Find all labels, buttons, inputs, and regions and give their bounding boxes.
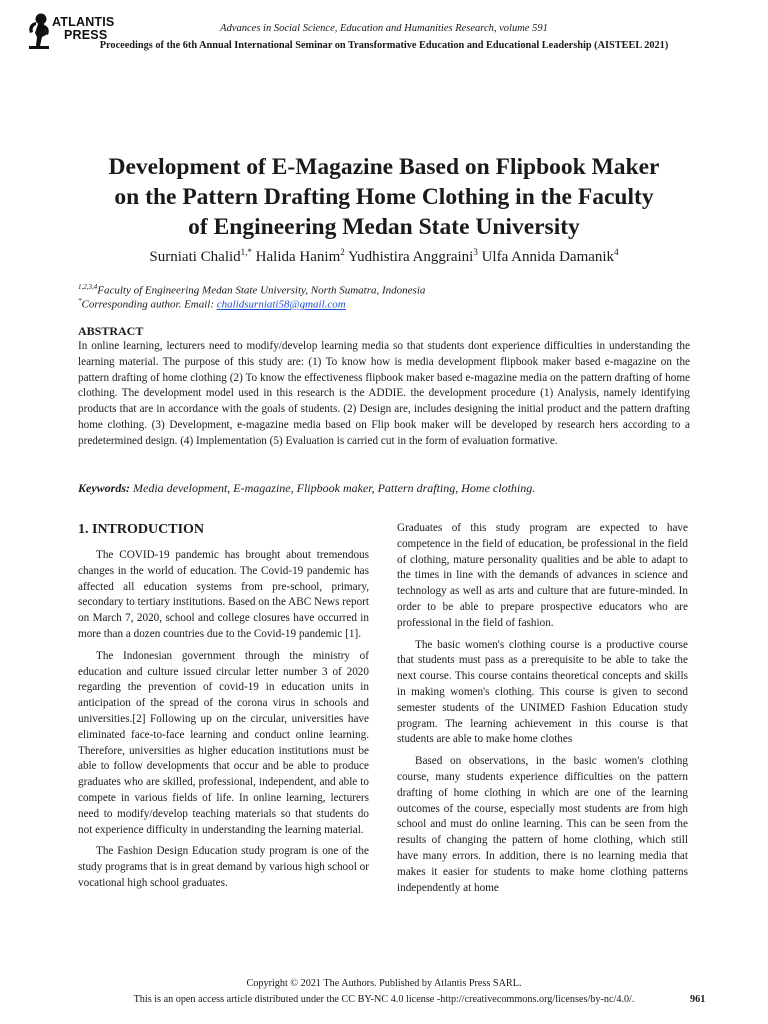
affiliation-mark: 1,2,3,4 [78, 283, 98, 291]
email-link[interactable]: chalidsurniati58@gmail.com [216, 298, 346, 311]
body-paragraph: The basic women's clothing course is a productive course that students must pass as a prerequisite to be able to take the next course. This course contains theoretical concepts and skills in making women's clothing. This course is given to second semester students of the UNIMED Fashion Education study program. The learning achievement in this course is that students are able to make home clothes [397, 638, 688, 746]
abstract-text: In online learning, lecturers need to modify/develop learning media so that students dont experience difficulties in understanding the learning material. The purpose of this study are: (1) To know how is media development flipbook maker based e-magazine on the pattern drafting of home clothing (2) To know the effectiveness flipbook maker based e-magazine media on the pattern drafting of home clothing. The development model used in this research is the ADDIE. the development procedure (1) Analysis, namely identifying products that are in accordance with the goals of students. (2) Design are, includes designing the initial product and the pattern drafting home clothing. (3) Development, e-magazine media based on Flip book maker will be developed by research hers according to a predetermined design. (4) Implementation (5) Evaluation is carried cut in the form of evaluation formative. [78, 340, 690, 447]
proceedings-title: Proceedings of the 6th Annual International Seminar on Transformative Education and Educational Leadership (AISTEEL 2021) [99, 40, 669, 51]
author-name: Halida Hanim [255, 249, 341, 265]
author-affiliation-mark: 2 [340, 247, 345, 257]
right-column [397, 521, 688, 902]
author-list [0, 242, 768, 267]
keywords [78, 481, 698, 495]
page-number: 961 [690, 994, 706, 1005]
running-head: Advances in Social Science, Education and Humanities Research, volume 591 [220, 23, 548, 34]
author-name: Surniati Chalid [149, 249, 241, 265]
title-line: Development of E-Magazine Based on Flipbook Maker [108, 154, 660, 180]
keywords-label: Keywords: [78, 481, 130, 495]
abstract-heading: ABSTRACT [78, 324, 144, 338]
body-paragraph: The Fashion Design Education study program is one of the study programs that is in great demand by various high school or vocational high school graduates. [78, 845, 369, 889]
keywords-text: Media development, E-magazine, Flipbook maker, Pattern drafting, Home clothing. [133, 481, 536, 495]
affiliation-text: Faculty of Engineering Medan State University, North Sumatra, Indonesia [97, 284, 426, 297]
author-affiliation-mark: 4 [614, 247, 619, 257]
left-column [78, 548, 369, 898]
corresponding-label: Corresponding author. Email: [81, 298, 215, 311]
body-paragraph: The COVID-19 pandemic has brought about tremendous changes in the world of education. The Covid-19 pandemic has affected all education systems from pre-school, primary, secondary to tertiary institutions. Based on the ABC News report on March 7, 2020, school and college closures have occurred in more than a dozen countries due to the Covid-19 pandemic [1]. [78, 549, 369, 640]
title-line: on the Pattern Drafting Home Clothing in the Faculty [114, 184, 654, 210]
author-name: Ulfa Annida Damanik [481, 249, 615, 265]
body-paragraph: Graduates of this study program are expected to have competence in the field of education, be professional in the field of clothing, mature personality qualities and be able to adapt to the times in line with the demands of advances in science and technology as well as arts and culture that are future-minded. In order to be able to prepare prospective educators who are professional in the field of fashion. [397, 522, 688, 629]
body-paragraph: Based on observations, in the basic women's clothing course, many students experience difficulties on the pattern drafting of home clothing in which are one of the learning outcomes of the course, especially most students are from high school and must do online learning. This can be seen from the results of changing the pattern of home clothing, which still have many errors. In addition, there is no learning media that makes it easier for students to make home clothing patterns independently at home [397, 755, 688, 894]
author-name: Yudhistira Anggraini [347, 249, 474, 265]
corresponding-mark: * [78, 297, 82, 305]
publisher-name-line2: PRESS [64, 28, 108, 42]
paper-title [60, 152, 708, 242]
body-paragraph: The Indonesian government through the ministry of education and culture issued circular letter number 3 of 2020 regarding the prevention of covid-19 in education units in anticipation of the spread of the corona virus in schools and universities.[2] Following up on the circular, universities have eliminated face-to-face learning and conduct online learning. Therefore, universities as higher education institutions must be able to follow developments that occur and be able to produce graduates who are skilled, professional, independent, and able to compete in various fields of life. In online learning, lecturers need to modify/develop teaching materials so that students do not experience difficulty in understanding the learning material. [78, 649, 369, 836]
corresponding-author [78, 294, 698, 312]
title-line: of Engineering Medan State University [188, 214, 580, 240]
footer-copyright: Copyright © 2021 The Authors. Published by Atlantis Press SARL. [246, 978, 522, 989]
footer-license: This is an open access article distributed under the CC BY-NC 4.0 license -http://creativecommons.org/licenses/by-nc/4.0/. [133, 994, 635, 1005]
section-heading: 1. INTRODUCTION [78, 522, 205, 537]
author-affiliation-mark: 3 [473, 247, 478, 257]
publisher-name-line1: ATLANTIS [52, 15, 115, 29]
author-affiliation-mark: 1,* [240, 247, 252, 257]
